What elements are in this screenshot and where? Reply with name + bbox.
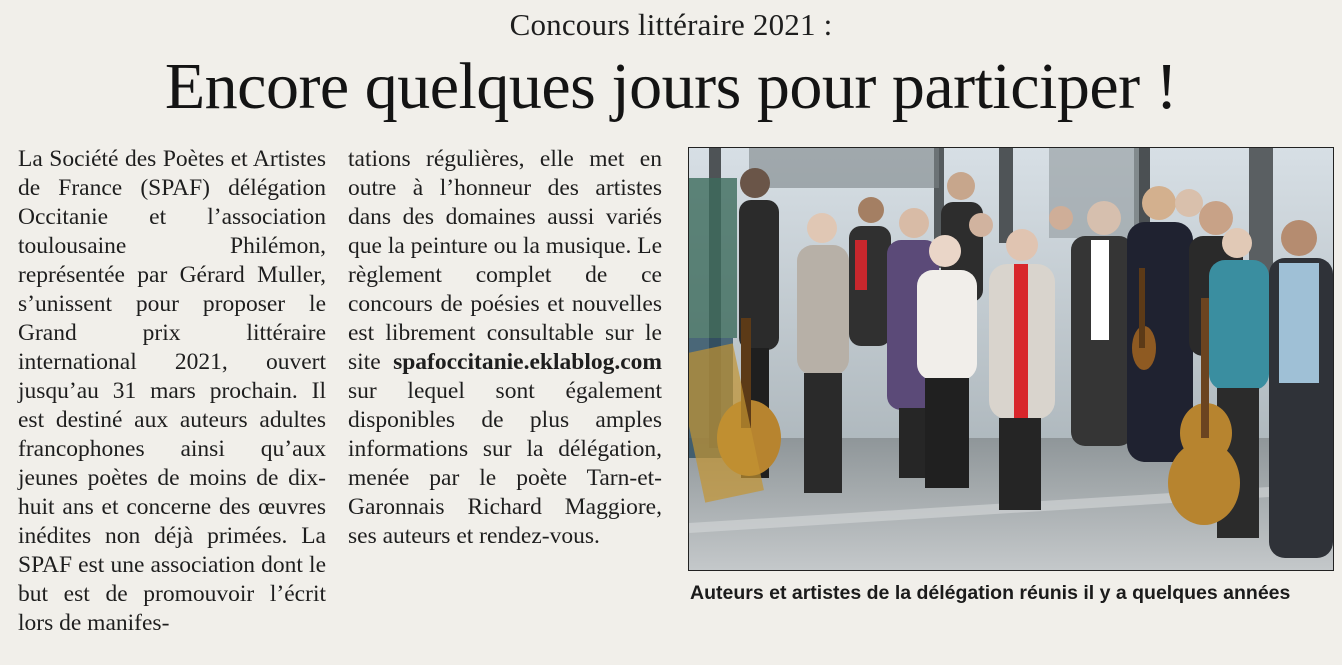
photo-caption: Auteurs et artistes de la délégation réunis il y a quelques années [690,582,1291,604]
article-column-2 [348,145,662,551]
site-link[interactable]: spafoccitanie.eklablog.com [393,349,662,375]
group-photo [688,147,1334,571]
column-2-text-before-link: tations régulières, elle met en outre à l’honneur des artistes dans des domaines aussi variés que la peinture ou la musique. Le règlement complet de ce concours de poésies et nouvelles est librement consultable sur le site [348,146,662,375]
bleed-through-text-bottom-middle [405,615,705,665]
article-column-1 [18,145,326,638]
column-2-paragraph [348,145,662,551]
column-1-text: La Société des Poètes et Artistes de France (SPAF) délégation Occitanie et l’association toulousaine Philémon, représentée par Gérard Muller, s’unissent pour proposer le Grand prix littéraire international 2021, ouvert jusqu’au 31 mars prochain. Il est destiné aux auteurs adultes francophones ainsi qu’aux jeunes poètes de moins de dix-huit ans et concerne des œuvres inédites non déjà primées. La SPAF est une association dont le but est de promouvoir l’écrit lors de manifes- [18,146,326,636]
article-headline: Encore quelques jours pour participer ! [164,50,1178,123]
column-2-text-after-link: sur lequel sont également disponibles de plus amples informations sur la délégation, menée par le poète Tarn-et-Garonnais Richard Maggiore, ses auteurs et rendez-vous. [348,378,662,549]
group-photo-icon [689,148,1333,570]
article-kicker: Concours littéraire 2021 : [509,7,833,42]
